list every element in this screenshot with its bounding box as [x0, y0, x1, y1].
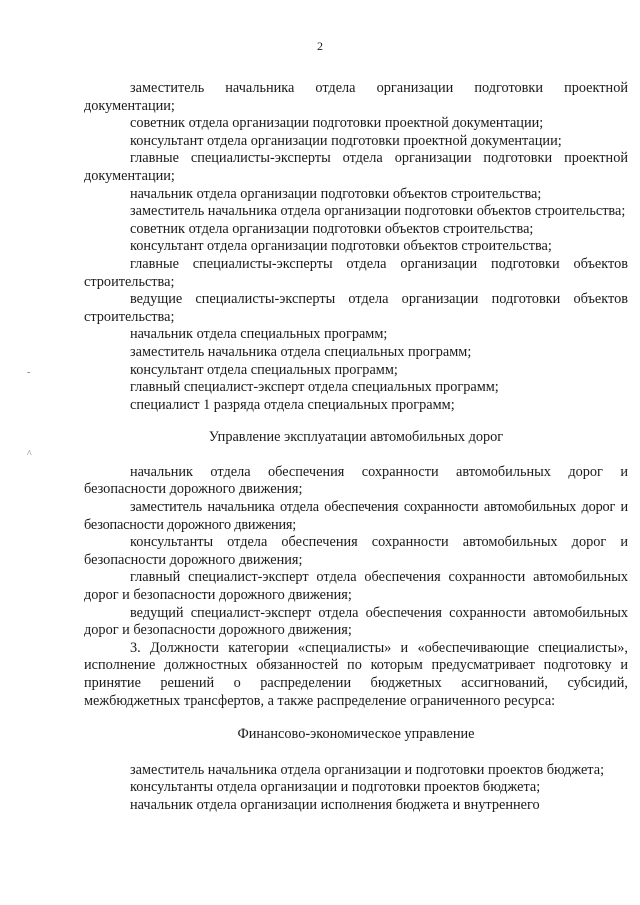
paragraph: главные специалисты-эксперты отдела организации подготовки проектной документации; — [84, 150, 628, 184]
paragraph: заместитель начальника отдела организации и подготовки проектов бюджета; — [130, 761, 605, 778]
paragraph: начальник отдела организации исполнения бюджета и внутреннего — [130, 796, 540, 813]
paragraph: начальник отдела обеспечения сохранности автомобильных дорог и безопасности дорожного движения; — [84, 463, 628, 498]
paragraph: начальник отдела специальных программ; — [130, 326, 388, 343]
paragraph: ведущие специалисты-эксперты отдела организации подготовки объектов строительства; — [84, 291, 628, 325]
paragraph: заместитель начальника отдела специальных программ; — [130, 343, 472, 360]
paragraph: консультант отдела специальных программ; — [130, 361, 398, 378]
paragraph: консультант отдела организации подготовки объектов строительства; — [130, 238, 552, 255]
paragraph: 3. Должности категории «специалисты» и «обеспечивающие специалисты», исполнение должностных обязанностей по которым предусматривает подготовку и принятие решений о распределении бюджетных ассигнований, субсидий, межбюджетных трансфертов, а также распределение ограниченного ресурса: — [84, 639, 628, 709]
paragraph: консультанты отдела организации и подготовки проектов бюджета; — [130, 779, 541, 796]
paragraph: заместитель начальника отдела организации подготовки проектной документации; — [84, 80, 628, 114]
document-body — [84, 80, 628, 815]
paragraph: ведущий специалист-эксперт отдела обеспечения сохранности автомобильных дорог и безопасности дорожного движения; — [84, 604, 628, 639]
paragraph: специалист 1 разряда отдела специальных программ; — [130, 396, 455, 413]
paragraph: главные специалисты-эксперты отдела организации подготовки объектов строительства; — [84, 255, 628, 290]
paragraph: главный специалист-эксперт отдела специальных программ; — [130, 379, 499, 396]
section-heading: Финансово-экономическое управление — [237, 726, 475, 743]
paragraph: заместитель начальника отдела организации подготовки объектов строительства; — [130, 203, 626, 220]
paragraph: заместитель начальника отдела обеспечения сохранности автомобильных дорог и безопасности дорожного движения; — [84, 499, 628, 533]
paragraph: начальник отдела организации подготовки объектов строительства; — [130, 185, 542, 202]
paragraph: советник отдела организации подготовки объектов строительства; — [130, 220, 534, 237]
section-heading: Управление эксплуатации автомобильных дорог — [208, 429, 504, 446]
paragraph: консультант отдела организации подготовки проектной документации; — [130, 132, 562, 149]
margin-mark: ^ — [27, 449, 32, 460]
page-number: 2 — [317, 39, 323, 53]
margin-mark: - — [27, 367, 31, 378]
paragraph: главный специалист-эксперт отдела обеспечения сохранности автомобильных дорог и безопасности дорожного движения; — [84, 569, 628, 604]
paragraph: советник отдела организации подготовки проектной документации; — [130, 115, 544, 132]
paragraph: консультанты отдела обеспечения сохранности автомобильных дорог и безопасности дорожного движения; — [84, 534, 628, 568]
